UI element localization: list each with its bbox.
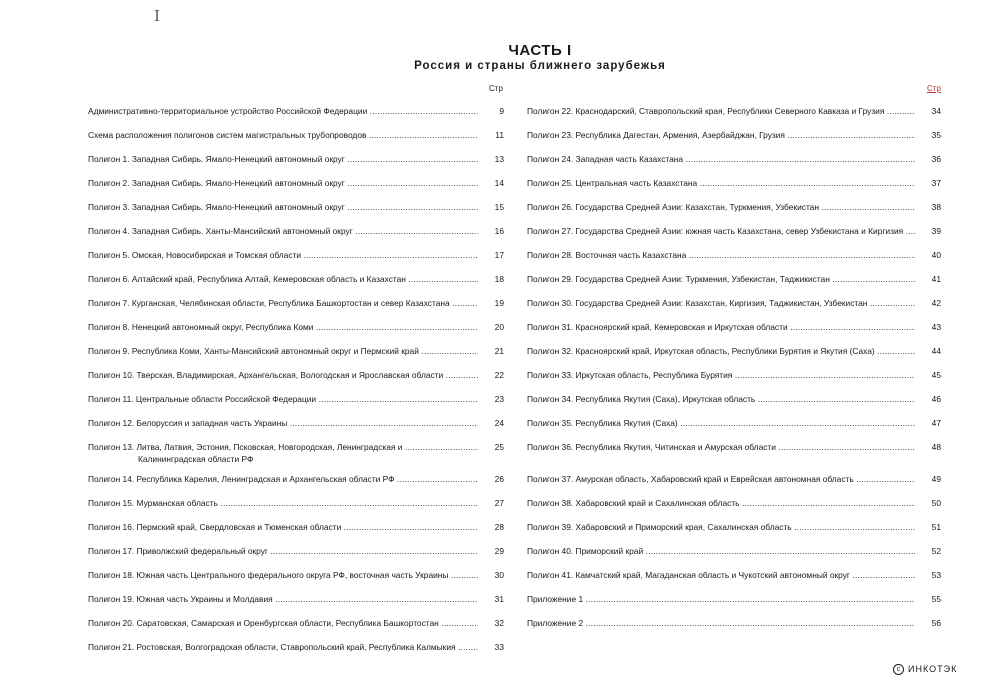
toc-entry-page: 38 (931, 202, 941, 212)
toc-entry-title: Полигон 18. Южная часть Центрального федерального округа РФ, восточная часть Украины ..... (88, 569, 478, 581)
toc-entry[interactable] (527, 321, 945, 333)
toc-entry-title: Полигон 34. Республика Якутия (Саха), Иркутская область ..... (527, 393, 915, 405)
toc-entry[interactable] (88, 105, 508, 117)
toc-entry-page: 47 (931, 418, 941, 428)
toc-entry-title: Полигон 35. Республика Якутия (Саха) ..... (527, 417, 915, 429)
toc-entry-title: Полигон 36. Республика Якутия, Читинская и Амурская области ..... (527, 441, 915, 453)
toc-entry[interactable] (527, 497, 945, 509)
toc-entry[interactable] (527, 201, 945, 213)
toc-entry[interactable] (527, 105, 945, 117)
toc-entry[interactable] (527, 297, 945, 309)
toc-entry-title: Полигон 24. Западная часть Казахстана ..... (527, 153, 915, 165)
toc-entry-page: 34 (931, 106, 941, 116)
toc-entry-title: Полигон 31. Красноярский край, Кемеровская и Иркутская области ..... (527, 321, 915, 333)
toc-entry-page: 32 (494, 618, 504, 628)
toc-entry-page: 17 (494, 250, 504, 260)
toc-entry[interactable] (88, 497, 508, 509)
toc-entry-page: 16 (494, 226, 504, 236)
page-column-heading-right[interactable]: Стр (927, 84, 941, 93)
toc-entry[interactable] (88, 545, 508, 557)
toc-entry-page: 33 (494, 642, 504, 652)
part-subtitle: Россия и страны ближнего зарубежья (414, 60, 666, 72)
toc-entry-page: 28 (494, 522, 504, 532)
toc-entry-page: 50 (931, 498, 941, 508)
toc-entry-continuation: Калининградская области РФ (138, 454, 254, 464)
toc-entry-title: Полигон 4. Западная Сибирь. Ханты-Мансийский автономный округ ..... (88, 225, 478, 237)
toc-entry[interactable] (527, 441, 945, 453)
toc-entry-title: Полигон 1. Западная Сибирь. Ямало-Ненецкий автономный округ ..... (88, 153, 478, 165)
toc-entry-title: Полигон 12. Белоруссия и западная часть Украины ..... (88, 417, 478, 429)
toc-entry-page: 22 (494, 370, 504, 380)
toc-entry-title: Полигон 5. Омская, Новосибирская и Томская области ..... (88, 249, 478, 261)
toc-entry-page: 49 (931, 474, 941, 484)
toc-entry[interactable] (527, 617, 945, 629)
toc-entry[interactable] (527, 393, 945, 405)
toc-entry[interactable] (88, 569, 508, 581)
toc-entry-page: 19 (494, 298, 504, 308)
toc-entry[interactable] (88, 273, 508, 285)
toc-entry-title: Полигон 23. Республика Дагестан, Армения, Азербайджан, Грузия ..... (527, 129, 915, 141)
toc-entry[interactable] (88, 177, 508, 189)
page-header (0, 42, 1000, 73)
toc-entry-page: 40 (931, 250, 941, 260)
toc-entry-page: 48 (931, 442, 941, 452)
toc-entry-title: Полигон 6. Алтайский край, Республика Алтай, Кемеровская область и Казахстан ..... (88, 273, 478, 285)
toc-entry-page: 46 (931, 394, 941, 404)
toc-entry-page: 51 (931, 522, 941, 532)
toc-entry[interactable] (527, 249, 945, 261)
toc-entry[interactable] (88, 129, 508, 141)
toc-entry[interactable] (88, 321, 508, 333)
toc-entry-title: Полигон 32. Красноярский край, Иркутская область, Республики Бурятия и Якутия (Саха) ..... (527, 345, 915, 357)
toc-entry[interactable] (88, 441, 508, 464)
toc-entry-title: Полигон 28. Восточная часть Казахстана ..... (527, 249, 915, 261)
toc-entry-page: 29 (494, 546, 504, 556)
toc-entry-page: 30 (494, 570, 504, 580)
toc-entry-page: 20 (494, 322, 504, 332)
toc-entry-title: Приложение 2 ..... (527, 617, 915, 629)
toc-entry[interactable] (88, 297, 508, 309)
toc-entry-page: 25 (494, 442, 504, 452)
toc-entry-title: Полигон 27. Государства Средней Азии: южная часть Казахстана, север Узбекистана и Киргизия ..... (527, 225, 915, 237)
toc-entry[interactable] (527, 417, 945, 429)
toc-entry[interactable] (88, 593, 508, 605)
toc-entry-title: Полигон 25. Центральная часть Казахстана ..... (527, 177, 915, 189)
toc-entry-page: 36 (931, 154, 941, 164)
toc-entry-title: Приложение 1 ..... (527, 593, 915, 605)
toc-entry-page: 41 (931, 274, 941, 284)
toc-entry[interactable] (88, 521, 508, 533)
toc-entry[interactable] (527, 473, 945, 485)
toc-entry[interactable] (88, 617, 508, 629)
toc-entry-title: Полигон 7. Курганская, Челябинская области, Республика Башкортостан и север Казахстана ..... (88, 297, 478, 309)
toc-entry-title: Схема расположения полигонов систем магистральных трубопроводов ..... (88, 129, 478, 141)
toc-entry-title: Полигон 20. Саратовская, Самарская и Оренбургская области, Республика Башкортостан ..... (88, 617, 478, 629)
toc-entry-page: 13 (494, 154, 504, 164)
toc-entry-title: Полигон 14. Республика Карелия, Ленинградская и Архангельская области РФ ..... (88, 473, 478, 485)
toc-entry[interactable] (88, 249, 508, 261)
toc-entry-title: Полигон 17. Приволжский федеральный округ ..... (88, 545, 478, 557)
toc-entry-title: Полигон 8. Ненецкий автономный округ, Республика Коми ..... (88, 321, 478, 333)
toc-entry-page: 43 (931, 322, 941, 332)
toc-entry-title: Полигон 33. Иркутская область, Республика Бурятия ..... (527, 369, 915, 381)
toc-entry-title: Полигон 16. Пермский край, Свердловская и Тюменская области ..... (88, 521, 478, 533)
toc-entry[interactable] (88, 345, 508, 357)
toc-entry[interactable] (88, 201, 508, 213)
toc-entry[interactable] (527, 273, 945, 285)
toc-entry[interactable] (88, 417, 508, 429)
toc-entry-title: Полигон 30. Государства Средней Азии: Казахстан, Киргизия, Таджикистан, Узбекистан ..... (527, 297, 915, 309)
brand-name: ИНКОТЭК (908, 664, 958, 674)
page-column-heading-left: Стр (489, 84, 503, 93)
toc-entry[interactable] (88, 393, 508, 405)
part-title: ЧАСТЬ I (508, 42, 572, 59)
toc-entry[interactable] (527, 521, 945, 533)
toc-entry-page: 15 (494, 202, 504, 212)
toc-entry-page: 55 (931, 594, 941, 604)
copyright-icon: c (893, 664, 904, 675)
toc-entry-title: Полигон 10. Тверская, Владимирская, Архангельская, Вологодская и Ярославская области ..... (88, 369, 478, 381)
toc-entry-title: Полигон 37. Амурская область, Хабаровский край и Еврейская автономная область ..... (527, 473, 915, 485)
toc-entry-page: 9 (499, 106, 504, 116)
toc-entry-page: 52 (931, 546, 941, 556)
toc-entry-page: 56 (931, 618, 941, 628)
toc-entry[interactable] (527, 345, 945, 357)
toc-entry-title: Полигон 41. Камчатский край, Магаданская область и Чукотский автономный округ ..... (527, 569, 915, 581)
toc-entry-page: 42 (931, 298, 941, 308)
text-cursor-icon: I (154, 7, 160, 25)
toc-entry[interactable] (527, 225, 945, 237)
toc-entry-title: Полигон 19. Южная часть Украины и Молдавия ..... (88, 593, 478, 605)
toc-entry[interactable] (527, 593, 945, 605)
toc-entry-page: 24 (494, 418, 504, 428)
toc-entry-page: 21 (494, 346, 504, 356)
toc-entry[interactable] (527, 369, 945, 381)
toc-entry[interactable] (527, 153, 945, 165)
toc-entry-page: 23 (494, 394, 504, 404)
toc-entry-title: Полигон 22. Краснодарский, Ставропольский края, Республики Северного Кавказа и Грузия ..... (527, 105, 915, 117)
toc-entry-page: 45 (931, 370, 941, 380)
footer-brand (893, 663, 957, 675)
toc-entry-title: Полигон 39. Хабаровский и Приморский края, Сахалинская область ..... (527, 521, 915, 533)
toc-entry-title: Полигон 29. Государства Средней Азии: Туркмения, Узбекистан, Таджикистан ..... (527, 273, 915, 285)
toc-entry-title: Полигон 13. Литва, Латвия, Эстония, Псковская, Новгородская, Ленинградская и ..... (88, 441, 478, 453)
toc-entry-title: Полигон 15. Мурманская область ..... (88, 497, 478, 509)
toc-entry-page: 35 (931, 130, 941, 140)
toc-entry-page: 31 (494, 594, 504, 604)
toc-entry[interactable] (88, 153, 508, 165)
toc-entry-page: 18 (494, 274, 504, 284)
toc-entry-title: Полигон 26. Государства Средней Азии: Казахстан, Туркмения, Узбекистан ..... (527, 201, 915, 213)
toc-entry-page: 53 (931, 570, 941, 580)
toc-entry[interactable] (527, 569, 945, 581)
toc-entry-page: 39 (931, 226, 941, 236)
toc-entry-title: Полигон 9. Республика Коми, Ханты-Мансийский автономный округ и Пермский край ..... (88, 345, 478, 357)
toc-entry[interactable] (88, 225, 508, 237)
toc-entry[interactable] (527, 177, 945, 189)
toc-entry-page: 27 (494, 498, 504, 508)
toc-entry-page: 14 (494, 178, 504, 188)
toc-entry[interactable] (527, 129, 945, 141)
toc-entry[interactable] (527, 545, 945, 557)
toc-entry[interactable] (88, 473, 508, 485)
toc-entry-title: Полигон 3. Западная Сибирь. Ямало-Ненецкий автономный округ ..... (88, 201, 478, 213)
toc-entry-title: Полигон 40. Приморский край ..... (527, 545, 915, 557)
toc-entry-title: Полигон 21. Ростовская, Волгоградская области, Ставропольский край, Республика Калмыкия ..... (88, 641, 478, 653)
toc-entry-page: 44 (931, 346, 941, 356)
toc-entry-title: Полигон 38. Хабаровский край и Сахалинская область ..... (527, 497, 915, 509)
toc-entry-title: Административно-территориальное устройство Российской Федерации ..... (88, 105, 478, 117)
toc-entry-title: Полигон 2. Западная Сибирь. Ямало-Ненецкий автономный округ ..... (88, 177, 478, 189)
toc-entry[interactable] (88, 369, 508, 381)
toc-entry-page: 37 (931, 178, 941, 188)
toc-entry-title: Полигон 11. Центральные области Российской Федерации ..... (88, 393, 478, 405)
toc-entry-page: 26 (494, 474, 504, 484)
toc-entry[interactable] (88, 641, 508, 653)
toc-entry-page: 11 (495, 130, 504, 140)
